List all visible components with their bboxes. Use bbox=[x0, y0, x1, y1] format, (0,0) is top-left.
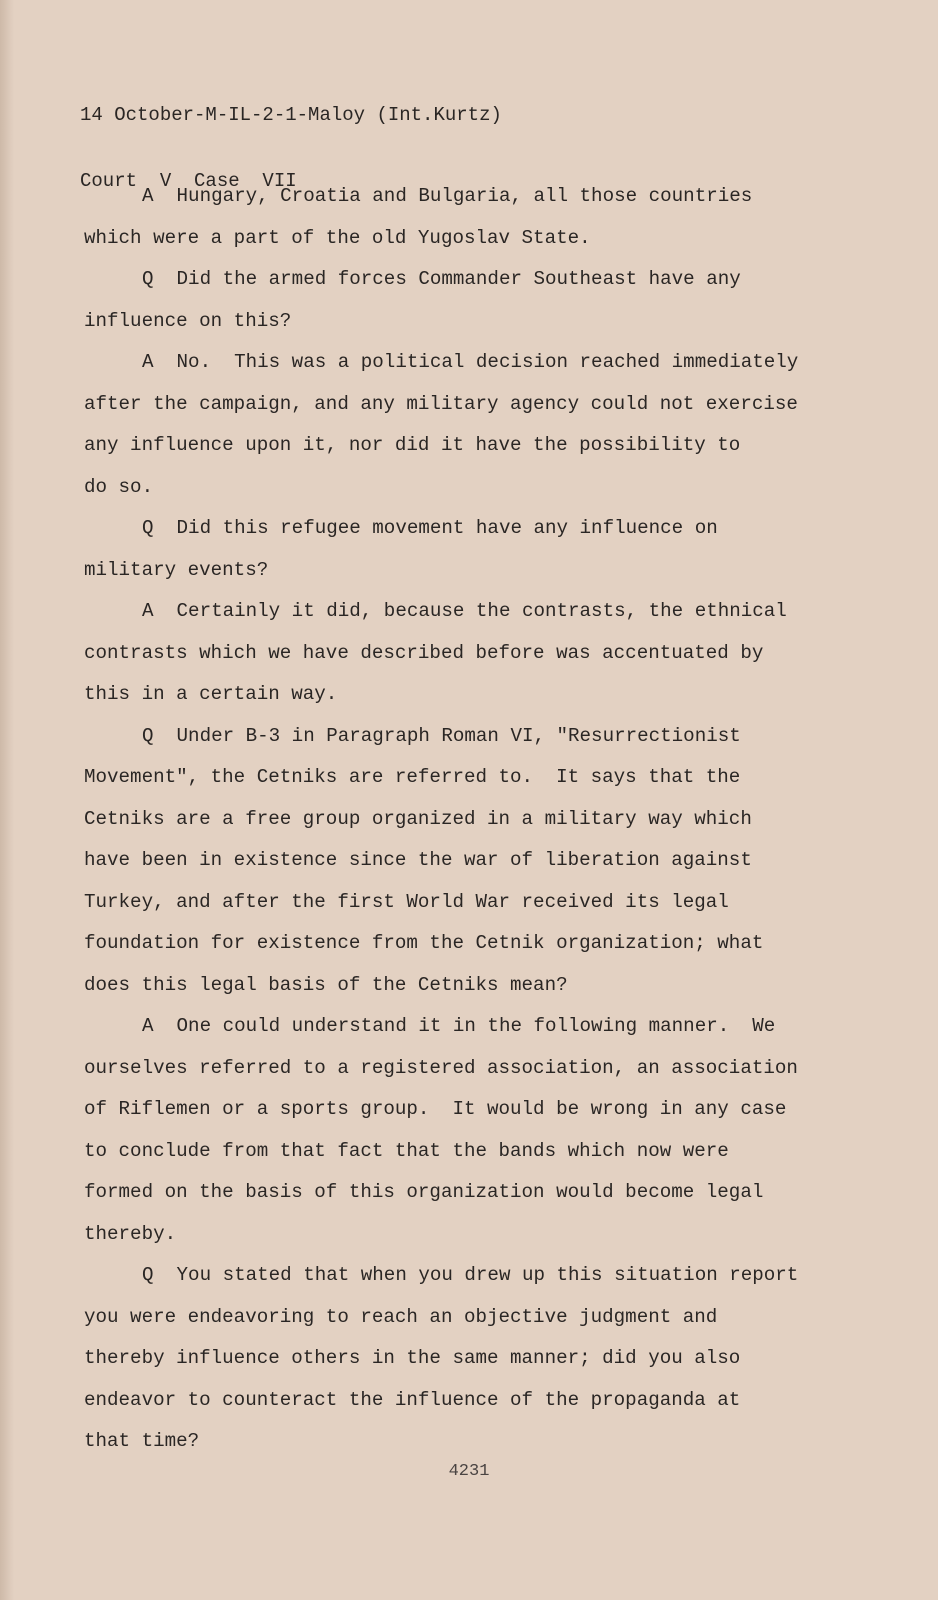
transcript-line: Q Did the armed forces Commander Southeast have any bbox=[142, 268, 741, 290]
page-number: 4231 bbox=[448, 1462, 490, 1481]
transcript-line: have been in existence since the war of liberation against bbox=[84, 849, 752, 871]
transcript-line: does this legal basis of the Cetniks mean? bbox=[84, 973, 568, 996]
transcript-line: Movement", the Cetniks are referred to. It says that the bbox=[84, 766, 741, 788]
transcript-line: A One could understand it in the following manner. We bbox=[142, 1015, 776, 1037]
transcript-line: Q Under B-3 in Paragraph Roman VI, "Resurrectionist bbox=[142, 724, 741, 747]
transcript-line: A Hungary, Croatia and Bulgaria, all those countries bbox=[142, 185, 753, 207]
transcript-line: A Certainly it did, because the contrasts, the ethnical bbox=[142, 600, 787, 622]
transcript-line: of Riflemen or a sports group. It would be wrong in any case bbox=[84, 1098, 787, 1120]
transcript-line: do so. bbox=[84, 475, 154, 498]
transcript-body bbox=[84, 176, 864, 1463]
transcript-line: Q You stated that when you drew up this situation report bbox=[142, 1264, 799, 1286]
transcript-line: influence on this? bbox=[84, 309, 292, 332]
header-date-line: 14 October-M-IL-2-1-Maloy (Int.Kurtz) bbox=[80, 104, 502, 126]
transcript-line: thereby. bbox=[84, 1222, 177, 1245]
transcript-line: Q Did this refugee movement have any influence on bbox=[142, 517, 718, 539]
transcript-line: contrasts which we have described before was accentuated by bbox=[84, 641, 764, 664]
transcript-line: you were endeavoring to reach an objective judgment and bbox=[84, 1305, 718, 1328]
transcript-line: endeavor to counteract the influence of the propaganda at bbox=[84, 1388, 741, 1411]
transcript-line: A No. This was a political decision reached immediately bbox=[142, 351, 799, 373]
transcript-line: this in a certain way. bbox=[84, 683, 338, 705]
transcript-line: thereby influence others in the same manner; did you also bbox=[84, 1347, 741, 1369]
transcript-line: Cetniks are a free group organized in a military way which bbox=[84, 807, 752, 830]
transcript-line: which were a part of the old Yugoslav State. bbox=[84, 226, 591, 249]
transcript-line: formed on the basis of this organization would become legal bbox=[84, 1181, 764, 1203]
transcript-line: Turkey, and after the first World War received its legal bbox=[84, 890, 729, 913]
transcript-line: military events? bbox=[84, 558, 269, 581]
transcript-line: ourselves referred to a registered association, an association bbox=[84, 1056, 798, 1079]
transcript-line: any influence upon it, nor did it have the possibility to bbox=[84, 434, 741, 456]
transcript-line: to conclude from that fact that the bands which now were bbox=[84, 1139, 729, 1162]
transcript-line: after the campaign, and any military agency could not exercise bbox=[84, 392, 798, 415]
page-edge bbox=[0, 0, 14, 1600]
header-court-line: Court V Case VII bbox=[80, 170, 297, 192]
transcript-line: that time? bbox=[84, 1430, 200, 1452]
transcript-line: foundation for existence from the Cetnik organization; what bbox=[84, 932, 764, 954]
